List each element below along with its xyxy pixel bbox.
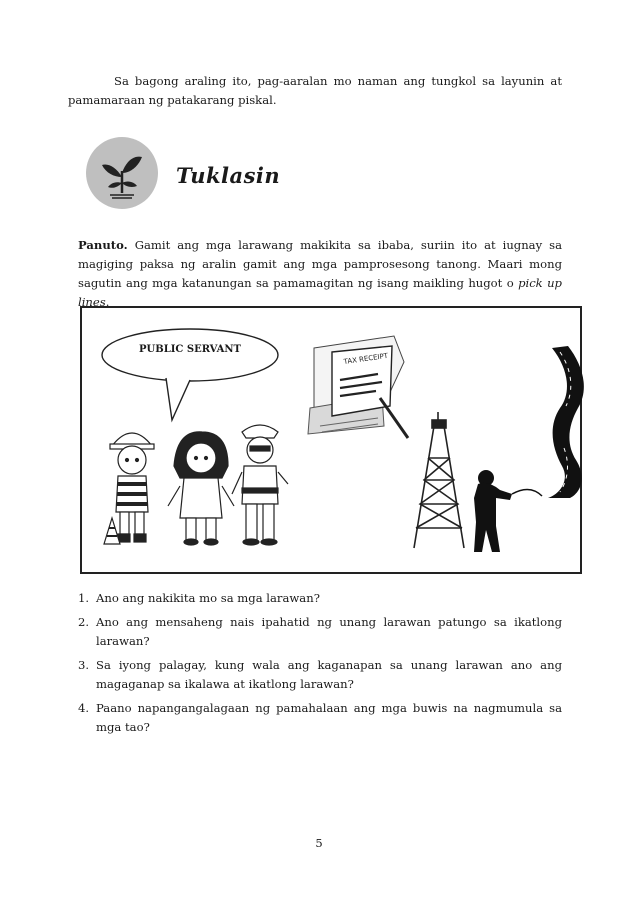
illustration-box	[80, 306, 582, 574]
receipt-text: TAX RECEIPT	[343, 351, 389, 366]
oil-rig-image	[414, 412, 464, 548]
intro-text: Sa bagong araling ito, pag-aaralan mo naman ang tungkol sa layunin at pamamaraan ng patakarang piskal.	[68, 74, 562, 107]
intro-paragraph	[68, 72, 562, 110]
police-officer-figure	[232, 425, 288, 545]
list-item: 4. Paano napangangalagaan ng pamahalaan ang mga buwis na nagmumula sa mga tao?	[78, 701, 562, 734]
speech-bubble-label: PUBLIC SERVANT	[139, 344, 241, 355]
page-number: 5	[315, 836, 323, 850]
instructions-end: .	[105, 295, 110, 309]
worker-silhouette-image	[474, 470, 542, 552]
list-item: 2. Ano ang mensaheng nais ipahatid ng unang larawan patungo sa ikatlong larawan?	[78, 615, 562, 648]
section-title: Tuklasin	[176, 163, 281, 188]
construction-worker-figure	[104, 433, 154, 544]
list-item: 3. Sa iyong palagay, kung wala ang kaganapan sa unang larawan ano ang magaganap sa ikalawa at ikatlong larawan?	[78, 658, 562, 691]
list-item: 1. Ano ang nakikita mo sa mga larawan?	[78, 591, 320, 605]
instructions-emphasis: pick up lines	[78, 276, 562, 309]
speech-bubble	[102, 329, 278, 420]
question-list	[78, 589, 562, 742]
instructions-text: Gamit ang mga larawang makikita sa ibaba, suriin ito at iugnay sa magiging paksa ng aralin gamit ang mga pamprosesong tanong. Maari mong sagutin ang mga katanungan sa pamamagitan ng isang maikling hugot o	[78, 238, 562, 290]
health-worker-figure	[168, 432, 234, 545]
instructions-paragraph	[78, 236, 562, 312]
instructions-label: Panuto.	[78, 238, 128, 252]
plant-seedling-icon	[86, 137, 158, 209]
road-image	[548, 346, 584, 498]
tax-receipt-image	[308, 336, 408, 438]
